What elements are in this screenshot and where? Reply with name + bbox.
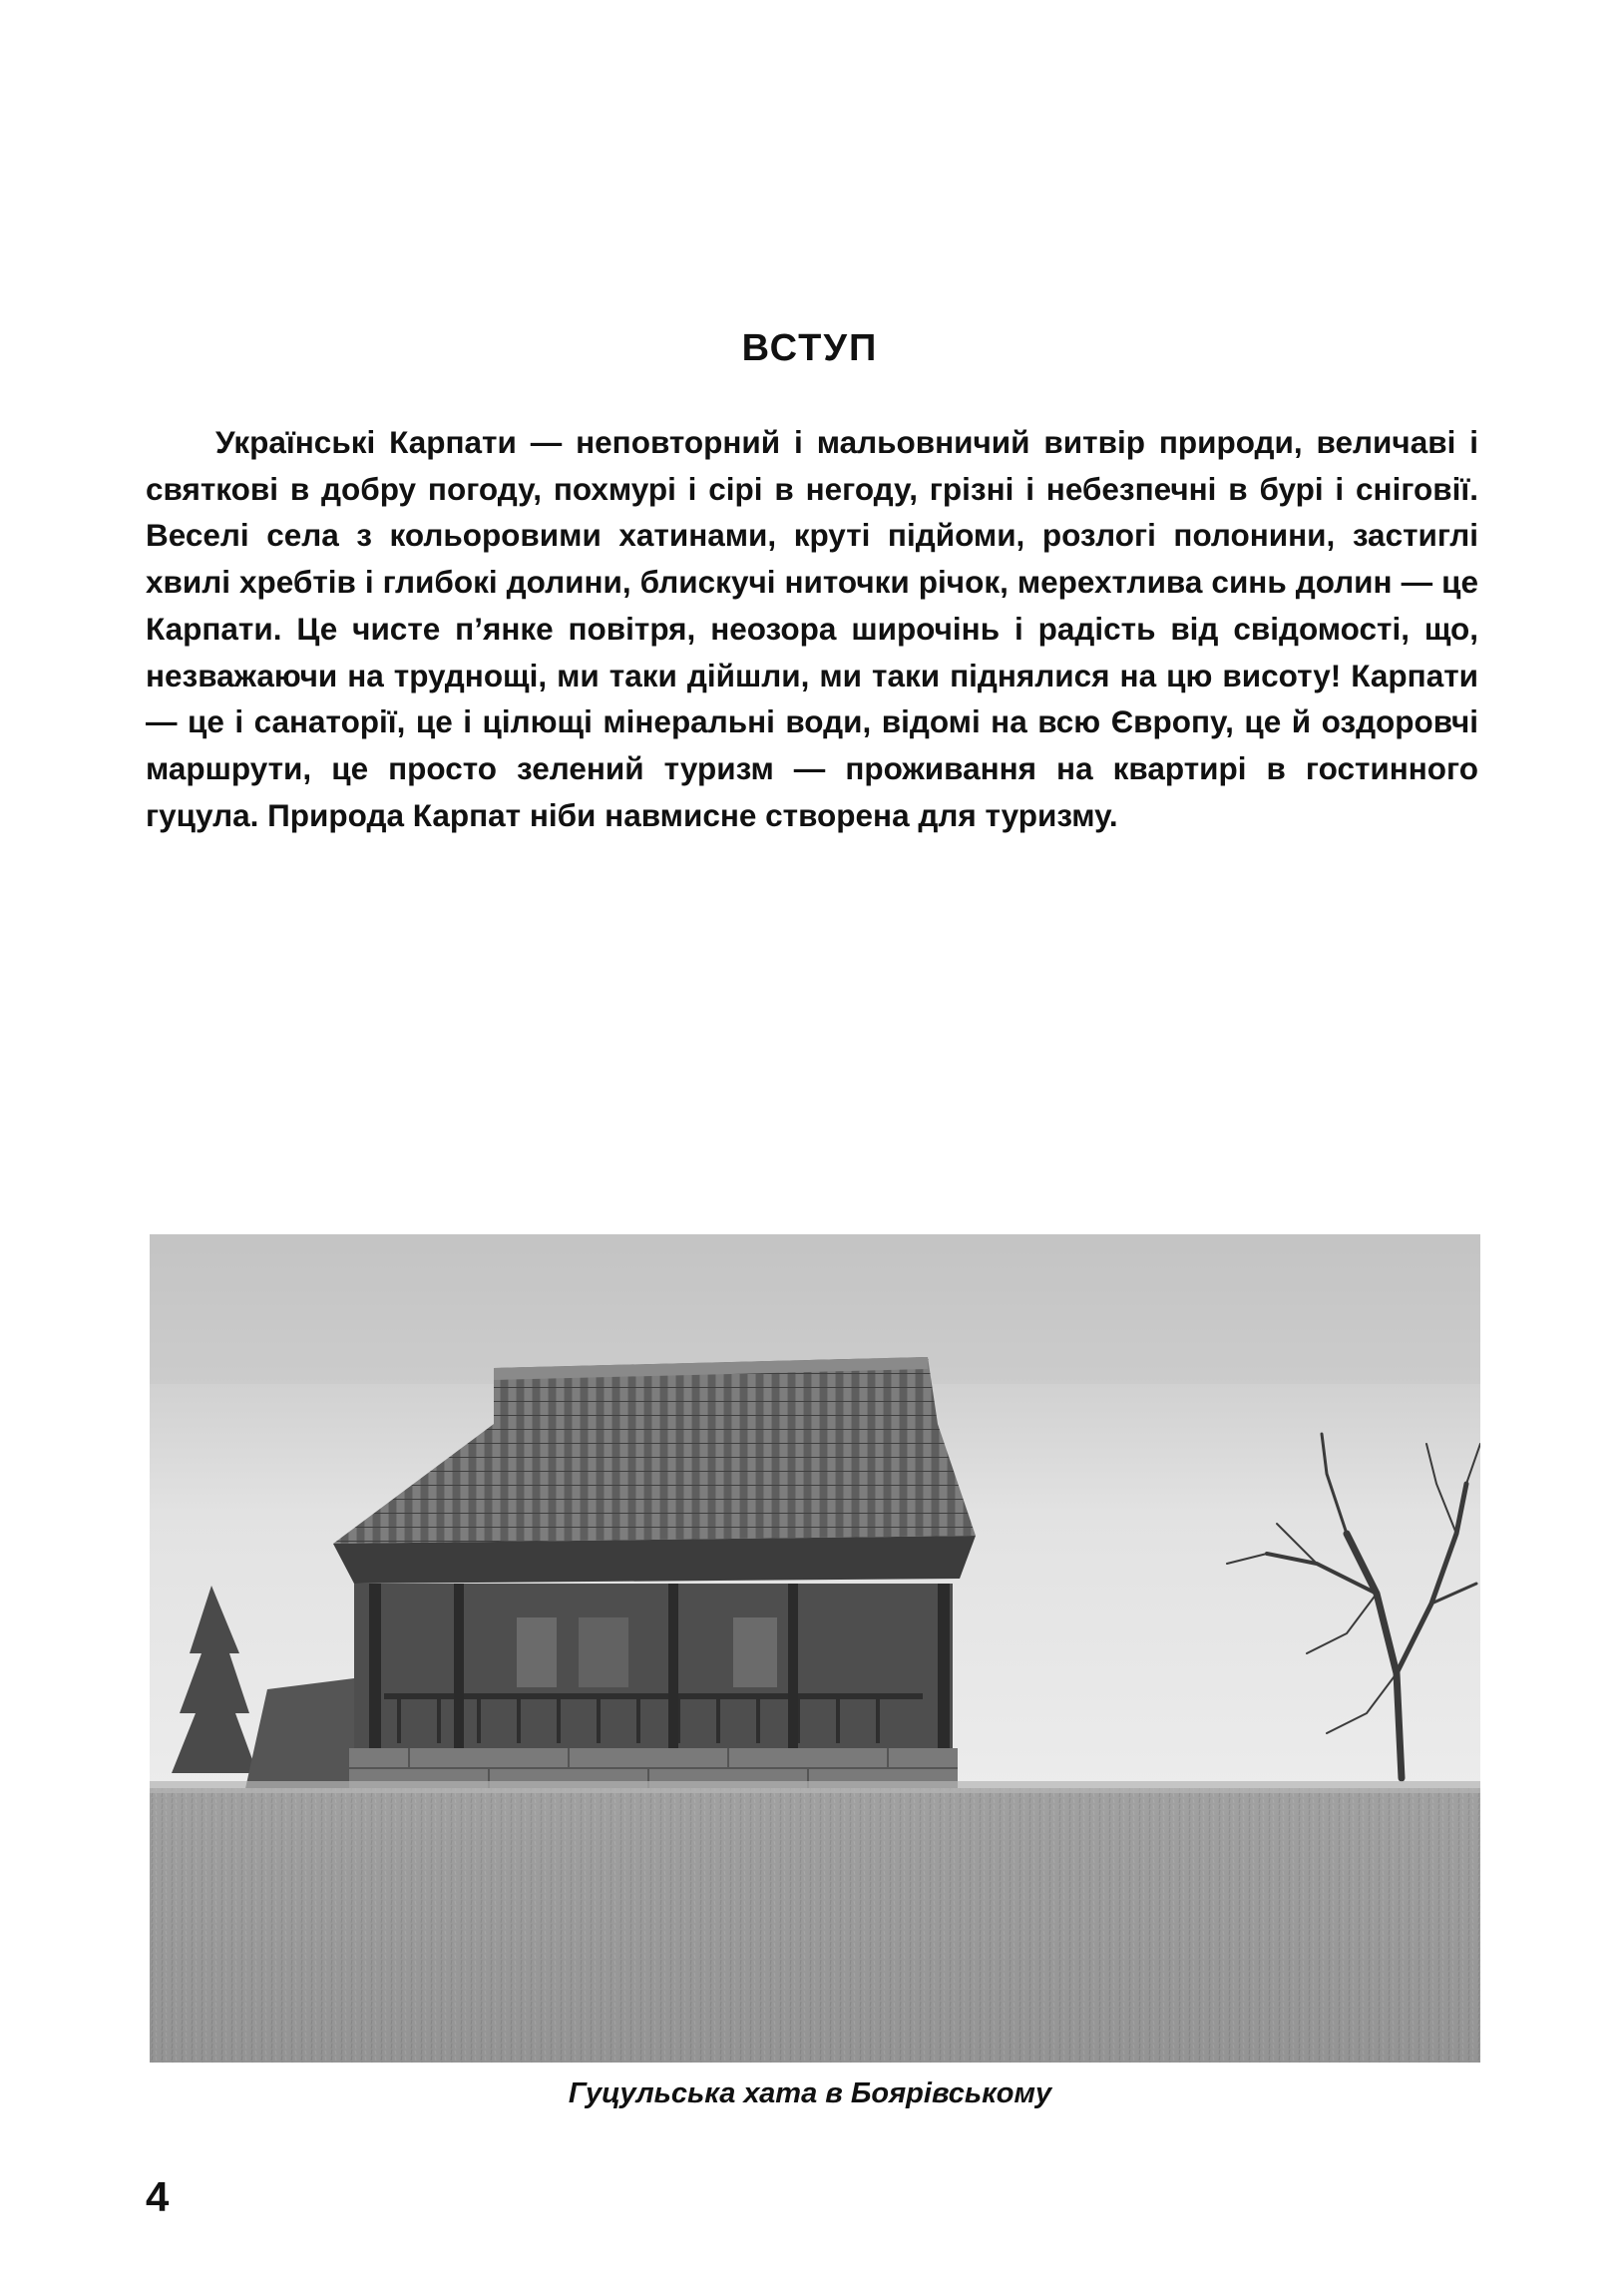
- house-wall: [354, 1584, 953, 1748]
- page-heading: ВСТУП: [741, 327, 879, 369]
- page-number: 4: [146, 2173, 170, 2220]
- photo-caption: Гуцульська хата в Боярівському: [568, 2077, 1052, 2109]
- photo-hutsul-house: [150, 1234, 1480, 2063]
- intro-paragraph: Українські Карпати — неповторний і мальовничий витвір природи, величаві і святкові в добру погоду, похмурі і сірі в негоду, грізні і небезпечні в бурі і сніговії. Веселі села з кольоровими хатинами, круті підйоми, розлогі полонини, застиглі хвилі хребтів і глибокі долини, блискучі ниточки річок, мерехтлива синь долин — це Карпати. Це чисте п’янке повітря, неозора широчінь і радість від свідомості, що, незважаючи на труднощі, ми таки дійшли, ми таки піднялися на цю висоту! Карпати — це і санаторії, це і цілющі мінеральні води, відомі на всю Європу, це й оздоровчі маршрути, це просто зелений туризм — проживання на квартирі в гостинного гуцула. Природа Карпат ніби навмисне створена для туризму.: [146, 424, 1478, 833]
